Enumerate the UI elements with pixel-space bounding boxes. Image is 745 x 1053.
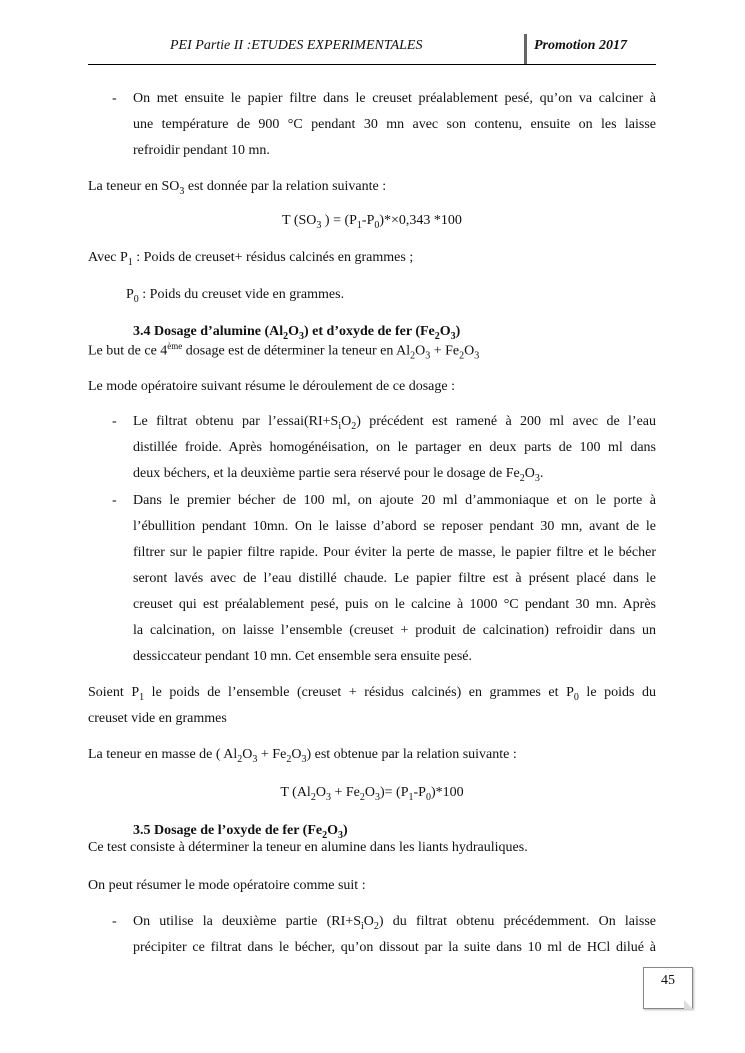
paragraph-line: Le filtrat obtenu par $l’essai(RI+S_iO_2)$ précédent est ramené à 200 ml avec de l’eau: [133, 414, 656, 432]
so3-intro: La teneur en $SO_3$ est donnée par la relation suivante :: [88, 179, 387, 197]
section-3-5-intro: Ce test consiste à déterminer la teneur en alumine dans les liants hydrauliques.: [88, 840, 528, 855]
soient-line: Soient $P_1$ le poids de l’ensemble (creuset + résidus calcinés) en grammes et $P_0$ le poids du: [88, 685, 656, 703]
section-3-5-mode: On peut résumer le mode opératoire comme suit :: [88, 878, 366, 893]
alumine-formula: T $(Al_2O_3 + Fe_2O_3)= (P_1-P_0)*100$: [280, 785, 464, 803]
section-3-4-mode: Le mode opératoire suivant résume le déroulement de ce dosage :: [88, 379, 455, 394]
teneur-intro: La teneur en masse de ( $Al_2O_3 + Fe_2O_3$) est obtenue par la relation suivante :: [88, 747, 517, 765]
page-header: [88, 38, 656, 65]
paragraph-line: On met ensuite le papier filtre dans le creuset préalablement pesé, qu’on va calciner à: [133, 91, 656, 106]
so3-formula: T ($SO_3$ ) = $(P_1-P_0)*\times 0,343$ *100: [282, 213, 462, 231]
bullet-dash: -: [112, 914, 117, 929]
paragraph-line: distillée froide. Après homogénéisation, on le partager en deux parts de 100 ml dans: [133, 440, 656, 455]
paragraph-line: creuset qui est préalablement pesé, puis on le calcine à 1000 °C pendant 30 mn. Après: [133, 597, 656, 612]
paragraph-line: seront lavés avec de l’eau distillé chaude. Le papier filtre est à présent placé dans le: [133, 571, 656, 586]
paragraph-line: On utilise la deuxième partie $(RI+S_iO_2)$ du filtrat obtenu précédemment. On laisse: [133, 914, 656, 932]
paragraph-line: deux béchers, et la deuxième partie sera réservé pour le dosage de $Fe_2O_3$.: [133, 466, 544, 484]
avec-p1: Avec $P_1$ : Poids de creuset+ résidus calcinés en grammes ;: [88, 250, 414, 268]
paragraph-line: filtrer sur le papier filtre rapide. Pour éviter la perte de masse, le papier filtre et le bécher: [133, 545, 656, 560]
header-title: PEI Partie II :ETUDES EXPERIMENTALES: [170, 38, 423, 53]
bullet-dash: -: [112, 493, 117, 508]
avec-p0: $P_0$ : Poids du creuset vide en grammes.: [126, 287, 345, 305]
section-3-4-heading: 3.4 Dosage d’alumine $(Al_2O_3)$ et d’oxyde de fer $(Fe_2O_3)$: [133, 324, 461, 342]
section-3-4-goal: Le but de ce 4ème dosage est de déterminer la teneur en $Al_2O_3 + Fe_2O_3$: [88, 341, 480, 362]
soient-line-2: creuset vide en grammes: [88, 711, 227, 726]
bullet-dash: -: [112, 91, 117, 106]
page-fold-corner: [684, 1000, 693, 1009]
page-number: 45: [661, 973, 675, 988]
header-separator: [524, 34, 527, 64]
paragraph-line: Dans le premier bécher de 100 ml, on ajoute 20 ml d’ammoniaque et on le porte à: [133, 493, 656, 508]
section-3-5-heading: 3.5 Dosage de l’oxyde de fer $(Fe_2O_3)$: [133, 823, 348, 841]
paragraph-line: refroidir pendant 10 mn.: [133, 143, 270, 158]
header-promotion: Promotion 2017: [534, 38, 627, 53]
paragraph-line: l’ébullition pendant 10mn. On le laisse d’abord se reposer pendant 30 mn, avant de le: [133, 519, 656, 534]
bullet-dash: -: [112, 414, 117, 429]
paragraph-line: une température de 900 °C pendant 30 mn avec son contenu, ensuite on les laisse: [133, 117, 656, 132]
page-number-box: [643, 967, 693, 1009]
paragraph-line: dessiccateur pendant 10 mn. Cet ensemble sera ensuite pesé.: [133, 649, 472, 664]
paragraph-line: la calcination, on laisse l’ensemble (creuset + produit de calcination) refroidir dans un: [133, 623, 656, 638]
paragraph-line: précipiter ce filtrat dans le bécher, qu’on dissout par la suite dans 10 ml de HCl dilué à: [133, 940, 656, 955]
